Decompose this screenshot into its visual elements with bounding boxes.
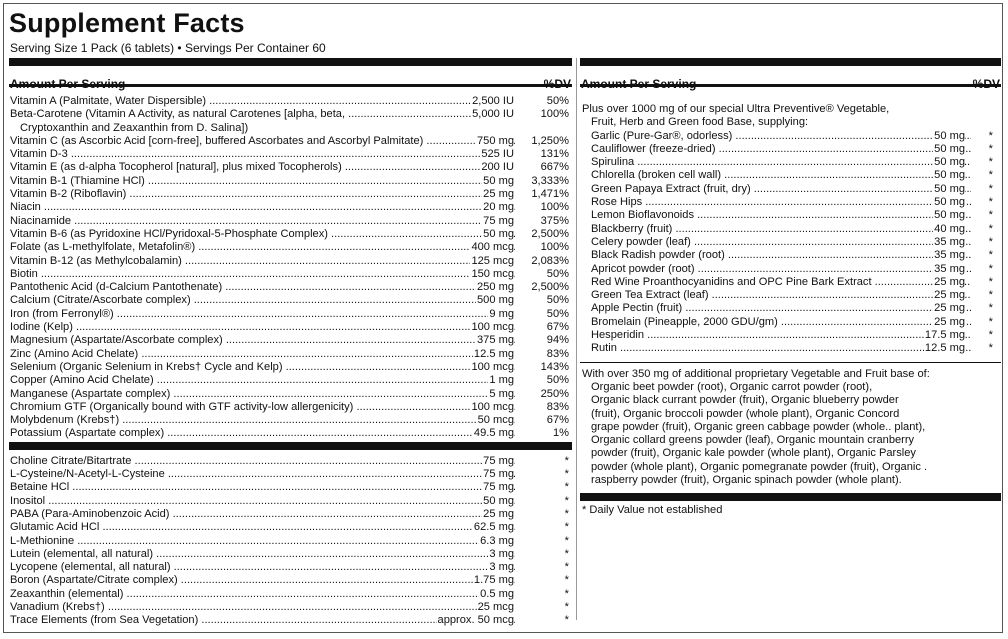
nutrient-dv: 50% <box>546 267 569 280</box>
nutrient-amount: 250 mg <box>476 281 514 294</box>
nutrient-name: Green Papaya Extract (fruit, dry) ..... <box>591 183 971 196</box>
nutrient-amount: 1.75 mg <box>473 574 514 587</box>
nutrient-name: Betaine HCl ..... <box>10 481 515 494</box>
nutrient-name: Iodine (Kelp) ..... <box>10 321 515 334</box>
nutrient-amount: 6.3 mg <box>480 534 514 547</box>
right-column <box>580 58 1001 518</box>
nutrient-row <box>9 548 572 561</box>
nutrient-row <box>580 130 1001 143</box>
nutrient-dv: 83% <box>546 347 569 360</box>
nutrient-dv: 50% <box>546 307 569 320</box>
nutrient-row <box>9 334 572 347</box>
nutrient-dv: * <box>988 249 993 262</box>
nutrient-name: Red Wine Proanthocyanidins and OPC Pine Bark Extract ..... <box>591 276 971 289</box>
proprietary-line: Organic beet powder (root), Organic carrot powder (root), <box>591 380 873 393</box>
nutrient-row <box>9 601 572 614</box>
nutrient-amount: 25 mcg <box>477 600 514 613</box>
nutrient-dv: 1,471% <box>531 188 569 201</box>
nutrient-amount: 100 mcg <box>471 360 514 373</box>
nutrient-dv: * <box>988 235 993 248</box>
proprietary-line: grape powder (fruit), Organic green cabbage powder (whole.. plant), <box>591 420 926 433</box>
nutrient-row <box>9 508 572 521</box>
nutrient-dv: 94% <box>546 334 569 347</box>
veg-intro-line: Plus over 1000 mg of our special Ultra Preventive® Vegetable, <box>582 103 890 115</box>
nutrient-amount: 12.5 mg <box>924 342 965 355</box>
nutrient-dv: * <box>988 262 993 275</box>
nutrient-name: Zeaxanthin (elemental) ..... <box>10 588 515 601</box>
nutrient-name: Lycopene (elemental, all natural) ..... <box>10 561 515 574</box>
nutrient-amount: 750 mg <box>476 134 514 147</box>
nutrient-row <box>580 289 1001 302</box>
nutrient-dv: * <box>988 182 993 195</box>
nutrient-dv: * <box>988 289 993 302</box>
nutrient-row <box>9 481 572 494</box>
nutrient-amount: 9 mg <box>489 307 514 320</box>
nutrient-amount: approx. 50 mcg <box>437 614 514 627</box>
nutrient-row <box>9 574 572 587</box>
nutrient-name: Pantothenic Acid (d-Calcium Pantothenate) ..... <box>10 281 515 294</box>
nutrient-amount: 0.5 mg <box>480 587 514 600</box>
nutrient-dv: 667% <box>540 161 569 174</box>
nutrient-dv: * <box>564 507 569 520</box>
nutrient-amount: 1 mg <box>489 374 514 387</box>
nutrient-amount: 100 mcg <box>471 321 514 334</box>
nutrient-amount: 50 mg <box>934 156 965 169</box>
nutrient-name: Molybdenum (Krebs†) ..... <box>10 414 515 427</box>
nutrient-row <box>580 156 1001 169</box>
nutrient-name: Niacinamide ..... <box>10 215 515 228</box>
nutrient-amount: 25 mg <box>934 275 965 288</box>
nutrient-row <box>580 276 1001 289</box>
nutrient-name: PABA (Para-Aminobenzoic Acid) ..... <box>10 508 515 521</box>
nutrient-row <box>9 427 572 440</box>
nutrient-name: L-Methionine ..... <box>10 535 515 548</box>
nutrient-name: Black Radish powder (root) ..... <box>591 249 971 262</box>
nutrient-dv: 3,333% <box>531 174 569 187</box>
thick-rule <box>9 58 572 66</box>
nutrient-dv: * <box>564 547 569 560</box>
nutrient-row <box>9 321 572 334</box>
nutrient-name: Inositol ..... <box>10 495 515 508</box>
nutrient-name: Vitamin D-3 ..... <box>10 148 515 161</box>
nutrient-dv: * <box>988 209 993 222</box>
nutrient-name: Vitamin C (as Ascorbic Acid [corn-free], buffered Ascorbates and Ascorbyl Palmitate) ..... <box>10 135 515 148</box>
nutrient-dv: * <box>564 561 569 574</box>
nutrient-dv: 50% <box>546 374 569 387</box>
nutrient-amount: 2,500 IU <box>472 95 514 107</box>
nutrient-amount: 50 mg <box>934 209 965 222</box>
nutrient-amount: 50 mg <box>934 182 965 195</box>
nutrient-name: Blackberry (fruit) ..... <box>591 223 971 236</box>
thick-rule <box>9 442 572 450</box>
nutrient-dv: 1,250% <box>531 134 569 147</box>
nutrient-name: Calcium (Citrate/Ascorbate complex) ..... <box>10 294 515 307</box>
nutrient-amount: 50 mg <box>934 129 965 142</box>
nutrient-dv: 2,083% <box>531 254 569 267</box>
nutrient-dv: 50% <box>546 294 569 307</box>
nutrient-dv: * <box>564 521 569 534</box>
nutrient-name: Bromelain (Pineapple, 2000 GDU/gm) ..... <box>591 316 971 329</box>
nutrient-name: Garlic (Pure-Gar®, odorless) ..... <box>591 130 971 143</box>
nutrient-amount: 50 mg <box>934 169 965 182</box>
nutrient-dv: 67% <box>546 321 569 334</box>
nutrient-name: Glutamic Acid HCl ..... <box>10 521 515 534</box>
nutrient-name: Vanadium (Krebs†) ..... <box>10 601 515 614</box>
nutrient-name: Beta-Carotene (Vitamin A Activity, as natural Carotenes [alpha, beta, ..... <box>10 108 515 121</box>
nutrient-amount: 50 mcg <box>477 414 514 427</box>
nutrient-name: Iron (from Ferronyl®) ..... <box>10 308 515 321</box>
nutrient-amount: 3 mg <box>489 547 514 560</box>
nutrient-amount: 35 mg <box>934 249 965 262</box>
nutrient-row <box>9 241 572 254</box>
nutrient-dv: 100% <box>540 201 569 214</box>
nutrient-name: Apple Pectin (fruit) ..... <box>591 302 971 315</box>
nutrient-dv: * <box>564 454 569 467</box>
nutrient-name: Vitamin A (Palmitate, Water Dispersible) ..... <box>10 95 515 108</box>
nutrient-dv: * <box>564 614 569 627</box>
nutrient-name: Lemon Bioflavonoids ..... <box>591 209 971 222</box>
nutrient-dv: * <box>988 129 993 142</box>
nutrient-name: Zinc (Amino Acid Chelate) ..... <box>10 348 515 361</box>
right-header <box>580 66 1001 91</box>
other-ingredients-list <box>9 455 572 628</box>
amount-per-serving-heading: Amount Per Serving <box>10 77 126 91</box>
proprietary-line: Organic black currant powder (fruit), Organic blueberry powder <box>591 394 899 407</box>
nutrient-amount: 75 mg <box>483 481 514 494</box>
nutrient-row <box>580 143 1001 156</box>
nutrient-amount: 20 mg <box>483 201 514 214</box>
nutrient-dv: * <box>564 481 569 494</box>
nutrient-amount: 100 mcg <box>471 400 514 413</box>
nutrient-dv: * <box>988 142 993 155</box>
nutrient-dv: * <box>564 494 569 507</box>
nutrient-amount: 125 mcg <box>471 254 514 267</box>
nutrient-amount: 50 mg <box>483 227 514 240</box>
nutrient-row <box>580 223 1001 236</box>
nutrient-dv: * <box>564 587 569 600</box>
proprietary-blend <box>580 368 1001 488</box>
nutrient-name: Chlorella (broken cell wall) ..... <box>591 169 971 182</box>
nutrient-dv: 100% <box>540 241 569 254</box>
proprietary-line: Organic collard greens powder (leaf), Organic mountain cranberry <box>591 434 915 447</box>
nutrient-name: Vitamin E (as d-alpha Tocopherol [natural], plus mixed Tocopherols) ..... <box>10 161 515 174</box>
nutrient-name: Manganese (Aspartate complex) ..... <box>10 388 515 401</box>
proprietary-line: powder (whole plant), Organic pomegranate powder (fruit), Organic . <box>591 460 928 473</box>
nutrient-dv: 100% <box>540 108 569 121</box>
nutrient-amount: 50 mg <box>483 494 514 507</box>
nutrient-row <box>9 255 572 268</box>
nutrient-row <box>580 209 1001 222</box>
nutrient-amount: 50 mg <box>483 174 514 187</box>
thick-rule <box>580 58 1001 66</box>
nutrient-dv: * <box>988 169 993 182</box>
nutrient-amount: 500 mg <box>476 294 514 307</box>
nutrient-name: Cryptoxanthin and Zeaxanthin from D. Salina]) <box>20 121 249 134</box>
nutrient-dv: 50% <box>546 95 569 107</box>
nutrient-name: Potassium (Aspartate complex) ..... <box>10 427 515 440</box>
nutrient-row <box>9 148 572 161</box>
nutrient-row <box>580 249 1001 262</box>
nutrient-row <box>9 228 572 241</box>
nutrient-row <box>9 401 572 414</box>
serving-info: Serving Size 1 Pack (6 tablets) • Servings Per Container 60 <box>10 41 326 55</box>
nutrient-row <box>9 588 572 601</box>
nutrient-dv: * <box>564 574 569 587</box>
amount-per-serving-heading: Amount Per Serving <box>581 77 697 91</box>
nutrient-dv: 375% <box>540 214 569 227</box>
nutrient-amount: 150 mcg <box>471 267 514 280</box>
thick-rule <box>580 493 1001 501</box>
nutrient-dv: * <box>988 342 993 355</box>
nutrient-name: Selenium (Organic Selenium in Krebs† Cycle and Kelp) ..... <box>10 361 515 374</box>
footnote: * Daily Value not established <box>582 504 723 517</box>
nutrient-row <box>9 215 572 228</box>
nutrient-row <box>9 535 572 548</box>
nutrient-row <box>9 175 572 188</box>
nutrient-amount: 50 mg <box>934 142 965 155</box>
nutrient-row <box>9 468 572 481</box>
nutrient-row <box>9 495 572 508</box>
veg-intro-line: Fruit, Herb and Green food Base, supplying: <box>591 116 809 129</box>
nutrient-name: Rose Hips ..... <box>591 196 971 209</box>
proprietary-line: raspberry powder (fruit), Organic spinach powder (whole plant). <box>591 474 902 487</box>
nutrient-row <box>9 95 572 108</box>
nutrient-amount: 5,000 IU <box>472 108 514 121</box>
nutrient-row <box>580 196 1001 209</box>
nutrient-amount: 35 mg <box>934 262 965 275</box>
nutrient-row <box>9 201 572 214</box>
nutrient-name: Spirulina ..... <box>591 156 971 169</box>
nutrient-name: Lutein (elemental, all natural) ..... <box>10 548 515 561</box>
nutrient-row <box>9 294 572 307</box>
nutrient-amount: 25 mg <box>934 302 965 315</box>
nutrient-amount: 25 mg <box>483 507 514 520</box>
vitamins-list <box>9 95 572 441</box>
nutrient-row <box>9 374 572 387</box>
nutrient-dv: * <box>988 329 993 342</box>
nutrient-amount: 75 mg <box>483 454 514 467</box>
nutrient-row <box>9 161 572 174</box>
nutrient-row <box>9 388 572 401</box>
nutrient-amount: 40 mg <box>934 222 965 235</box>
nutrient-name: Boron (Aspartate/Citrate complex) ..... <box>10 574 515 587</box>
column-divider <box>576 58 577 620</box>
nutrient-name: Chromium GTF (Organically bound with GTF activity-low allergenicity) ..... <box>10 401 515 414</box>
vegetable-base-list <box>580 130 1001 356</box>
nutrient-amount: 525 IU <box>481 148 514 161</box>
nutrient-row <box>9 188 572 201</box>
nutrient-name: Copper (Amino Acid Chelate) ..... <box>10 374 515 387</box>
nutrient-name: Folate (as L-methylfolate, Metafolin®) ..... <box>10 241 515 254</box>
nutrient-name: L-Cysteine/N-Acetyl-L-Cysteine ..... <box>10 468 515 481</box>
nutrient-amount: 400 mcg <box>471 241 514 254</box>
nutrient-row <box>9 281 572 294</box>
nutrient-dv: * <box>988 302 993 315</box>
nutrient-row <box>9 455 572 468</box>
nutrient-name: Biotin ..... <box>10 268 515 281</box>
nutrient-dv: * <box>564 600 569 613</box>
nutrient-dv: 131% <box>540 148 569 161</box>
nutrient-dv: 1% <box>552 427 569 440</box>
nutrient-name: Green Tea Extract (leaf) ..... <box>591 289 971 302</box>
nutrient-amount: 75 mg <box>483 214 514 227</box>
proprietary-line: With over 350 mg of additional proprietary Vegetable and Fruit base of: <box>582 367 930 380</box>
nutrient-amount: 12.5 mg <box>473 347 514 360</box>
nutrient-name: Vitamin B-12 (as Methylcobalamin) ..... <box>10 255 515 268</box>
nutrient-dv: * <box>564 468 569 481</box>
nutrient-row <box>9 268 572 281</box>
nutrient-row <box>580 302 1001 315</box>
nutrient-row <box>9 614 572 627</box>
nutrient-row <box>580 236 1001 249</box>
nutrient-row <box>9 521 572 534</box>
nutrient-amount: 62.5 mg <box>473 521 514 534</box>
nutrient-row <box>580 169 1001 182</box>
label-title: Supplement Facts <box>9 8 245 38</box>
nutrient-name: Cauliflower (freeze-dried) ..... <box>591 143 971 156</box>
nutrient-name: Vitamin B-1 (Thiamine HCl) ..... <box>10 175 515 188</box>
nutrient-amount: 25 mg <box>483 188 514 201</box>
nutrient-amount: 35 mg <box>934 235 965 248</box>
nutrient-dv: * <box>988 156 993 169</box>
nutrient-row <box>9 361 572 374</box>
nutrient-row <box>9 348 572 361</box>
nutrient-dv: 143% <box>540 360 569 373</box>
nutrient-name: Trace Elements (from Sea Vegetation) ..... <box>10 614 515 627</box>
nutrient-row <box>9 414 572 427</box>
nutrient-name: Apricot powder (root) ..... <box>591 263 971 276</box>
nutrient-amount: 3 mg <box>489 561 514 574</box>
nutrient-name: Vitamin B-6 (as Pyridoxine HCl/Pyridoxal-5-Phosphate Complex) ..... <box>10 228 515 241</box>
nutrient-row <box>580 263 1001 276</box>
nutrient-dv: * <box>564 534 569 547</box>
nutrient-name: Magnesium (Aspartate/Ascorbate complex) ..... <box>10 334 515 347</box>
nutrient-dv: 2,500% <box>531 227 569 240</box>
nutrient-row <box>9 561 572 574</box>
nutrient-name: Celery powder (leaf) ..... <box>591 236 971 249</box>
nutrient-dv: 83% <box>546 400 569 413</box>
nutrient-row <box>580 342 1001 355</box>
dv-heading: %DV <box>972 77 1000 91</box>
nutrient-row <box>9 308 572 321</box>
left-column <box>9 58 572 628</box>
nutrient-amount: 5 mg <box>489 387 514 400</box>
nutrient-amount: 17.5 mg <box>924 329 965 342</box>
proprietary-line: (fruit), Organic broccoli powder (whole plant), Organic Concord <box>591 407 900 420</box>
nutrient-dv: * <box>988 196 993 209</box>
dv-heading: %DV <box>543 77 571 91</box>
nutrient-name: Hesperidin ..... <box>591 329 971 342</box>
nutrient-amount: 49.5 mg <box>473 427 514 440</box>
nutrient-name: Choline Citrate/Bitartrate ..... <box>10 455 515 468</box>
left-header <box>9 66 572 91</box>
nutrient-dv: * <box>988 222 993 235</box>
nutrient-row <box>580 316 1001 329</box>
nutrient-name: Niacin ..... <box>10 201 515 214</box>
nutrient-dv: 250% <box>540 387 569 400</box>
nutrient-dv: * <box>988 315 993 328</box>
nutrient-amount: 200 IU <box>481 161 514 174</box>
nutrient-name: Rutin ..... <box>591 342 971 355</box>
nutrient-amount: 25 mg <box>934 315 965 328</box>
nutrient-amount: 50 mg <box>934 196 965 209</box>
nutrient-amount: 375 mg <box>476 334 514 347</box>
nutrient-row <box>580 329 1001 342</box>
nutrient-row <box>580 183 1001 196</box>
nutrient-amount: 25 mg <box>934 289 965 302</box>
nutrient-row <box>9 122 572 135</box>
nutrient-amount: 75 mg <box>483 468 514 481</box>
nutrient-row <box>9 108 572 121</box>
proprietary-line: powder (fruit), Organic kale powder (whole plant), Organic Parsley <box>591 447 916 460</box>
nutrient-dv: * <box>988 275 993 288</box>
nutrient-name: Vitamin B-2 (Riboflavin) ..... <box>10 188 515 201</box>
nutrient-dv: 2,500% <box>531 281 569 294</box>
nutrient-row <box>9 135 572 148</box>
nutrient-dv: 67% <box>546 414 569 427</box>
